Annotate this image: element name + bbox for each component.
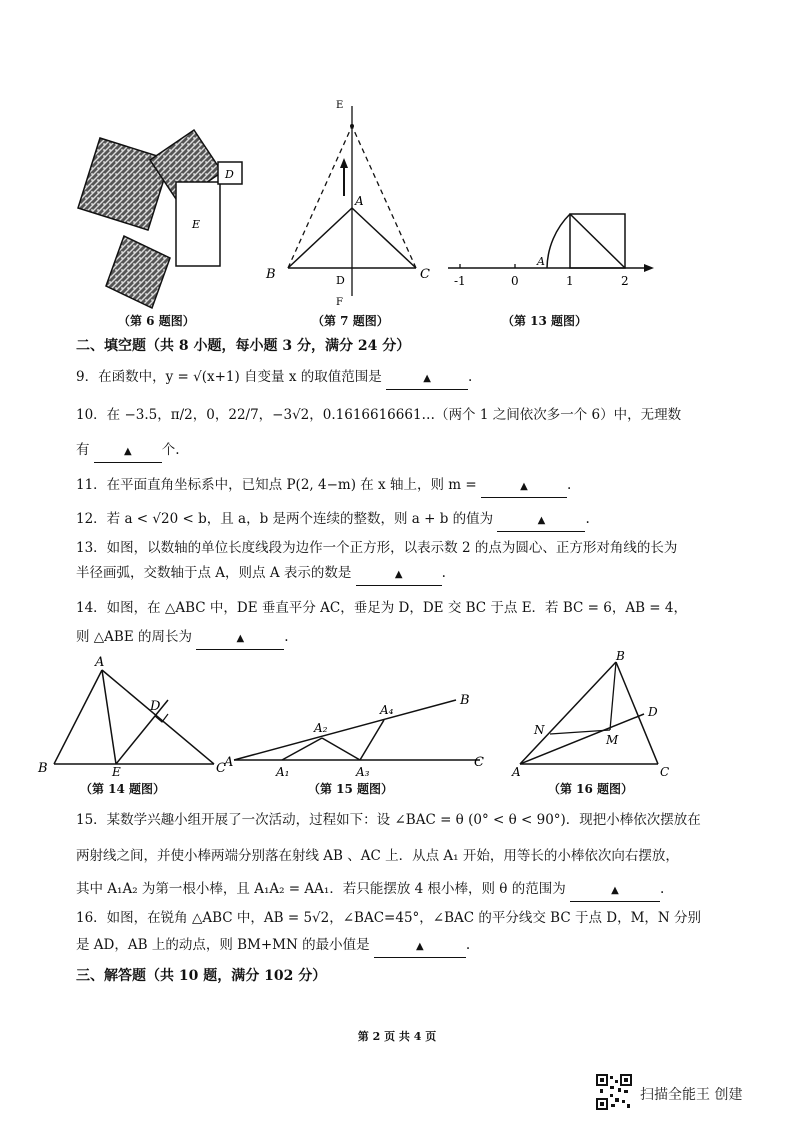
square-left	[78, 138, 170, 230]
section2-title: 二、填空题（共 8 小题，每小题 3 分，满分 24 分）	[76, 338, 411, 354]
question-13-line1: 13．如图，以数轴的单位长度线段为边作一个正方形，以表示数 2 的点为圆心、正方形对角线的长为	[76, 540, 678, 556]
svg-text:B: B	[616, 649, 625, 663]
svg-text:C: C	[474, 755, 484, 770]
svg-text:N: N	[534, 723, 545, 737]
figure-6	[72, 118, 252, 318]
answer-blank-10[interactable]: ▲	[94, 440, 162, 463]
question-15-line2: 两射线之间，并使小棒两端分别落在射线 AB 、AC 上．从点 A₁ 开始，用等长的小棒依次向右摆放，	[76, 848, 679, 864]
svg-text:A₄: A₄	[380, 703, 394, 717]
answer-blank-16[interactable]: ▲	[374, 935, 466, 958]
question-14-line2: 则 △ABE 的周长为 ▲ .	[76, 627, 766, 650]
svg-text:C: C	[660, 765, 670, 778]
svg-text:D: D	[336, 274, 345, 287]
svg-text:M: M	[606, 733, 619, 747]
svg-text:0: 0	[511, 274, 519, 288]
fig15-caption: （第 15 题图）	[308, 782, 394, 796]
svg-text:A: A	[512, 765, 521, 778]
svg-text:A: A	[355, 194, 364, 208]
figure-7	[262, 98, 442, 308]
qr-code-icon	[596, 1074, 632, 1110]
question-11: 11．在平面直角坐标系中，已知点 P(2, 4−m) 在 x 轴上，则 m = ▲ .	[76, 475, 766, 498]
svg-text:E: E	[336, 100, 344, 111]
question-12: 12．若 a < √20 < b，且 a，b 是两个连续的整数，则 a + b 的值为 ▲ .	[76, 509, 766, 532]
svg-text:E: E	[112, 765, 121, 778]
question-10-line1: 10．在 −3.5，π/2，0，22/7，−3√2，0.1616616661…（两个 1 之间依次多一个 6）中，无理数	[76, 407, 682, 423]
fig13-caption: （第 13 题图）	[502, 314, 588, 328]
svg-text:A₂: A₂	[314, 721, 328, 735]
answer-blank-14[interactable]: ▲	[196, 627, 284, 650]
fig16-caption: （第 16 题图）	[548, 782, 634, 796]
svg-text:B: B	[460, 693, 470, 708]
answer-blank-11[interactable]: ▲	[481, 475, 567, 498]
svg-text:1: 1	[566, 274, 574, 288]
figure-15	[224, 688, 496, 780]
question-13-line2: 半径画弧，交数轴于点 A，则点 A 表示的数是 ▲ .	[76, 563, 766, 586]
svg-text:A: A	[95, 655, 105, 670]
figure-16	[506, 644, 676, 778]
question-14-line1: 14．如图，在 △ABC 中，DE 垂直平分 AC，垂足为 D，DE 交 BC 于点 E．若 BC = 6，AB = 4，	[76, 600, 687, 616]
answer-blank-12[interactable]: ▲	[497, 509, 585, 532]
label-e: E	[192, 218, 201, 231]
svg-text:F: F	[336, 297, 343, 308]
svg-text:A₁: A₁	[276, 765, 290, 779]
svg-text:D: D	[648, 705, 658, 719]
fig6-caption: （第 6 题图）	[118, 314, 195, 328]
answer-blank-15[interactable]: ▲	[570, 879, 660, 902]
figure-14	[34, 652, 234, 778]
svg-text:B: B	[38, 761, 48, 776]
section3-title: 三、解答题（共 10 题，满分 102 分）	[76, 968, 327, 984]
question-9: 9．在函数中，y = √(x+1) 自变量 x 的取值范围是 ▲ .	[76, 367, 766, 390]
answer-blank-13[interactable]: ▲	[356, 563, 442, 586]
question-16-line1: 16．如图，在锐角 △ABC 中，AB = 5√2，∠BAC=45°，∠BAC 的平分线交 BC 于点 D，M，N 分别	[76, 910, 702, 926]
svg-text:C: C	[420, 267, 430, 282]
square-bottom	[106, 236, 170, 308]
fig14-caption: （第 14 题图）	[80, 782, 166, 796]
brand-watermark: 扫描全能王 创建	[640, 1087, 743, 1103]
question-15-line3: 其中 A₁A₂ 为第一根小棒，且 A₁A₂ = AA₁．若只能摆放 4 根小棒，则 θ 的范围为 ▲ .	[76, 879, 766, 902]
svg-text:-1: -1	[454, 274, 466, 288]
svg-text:2: 2	[621, 274, 629, 288]
svg-text:A: A	[224, 755, 234, 770]
question-10-line2: 有 ▲ 个.	[76, 440, 766, 463]
svg-text:C: C	[216, 761, 226, 776]
answer-blank-9[interactable]: ▲	[386, 367, 468, 390]
page-footer: 第 2 页 共 4 页	[357, 1030, 437, 1043]
svg-text:A: A	[537, 255, 545, 268]
svg-text:B: B	[266, 267, 276, 282]
svg-text:D: D	[150, 699, 161, 714]
fig7-caption: （第 7 题图）	[312, 314, 389, 328]
question-15-line1: 15．某数学兴趣小组开展了一次活动，过程如下：设 ∠BAC = θ (0° < θ < 90°)．现把小棒依次摆放在	[76, 812, 701, 828]
question-16-line2: 是 AD，AB 上的动点，则 BM+MN 的最小值是 ▲ .	[76, 935, 766, 958]
svg-text:A₃: A₃	[356, 765, 370, 779]
label-d: D	[225, 168, 234, 181]
figure-13	[444, 204, 658, 296]
